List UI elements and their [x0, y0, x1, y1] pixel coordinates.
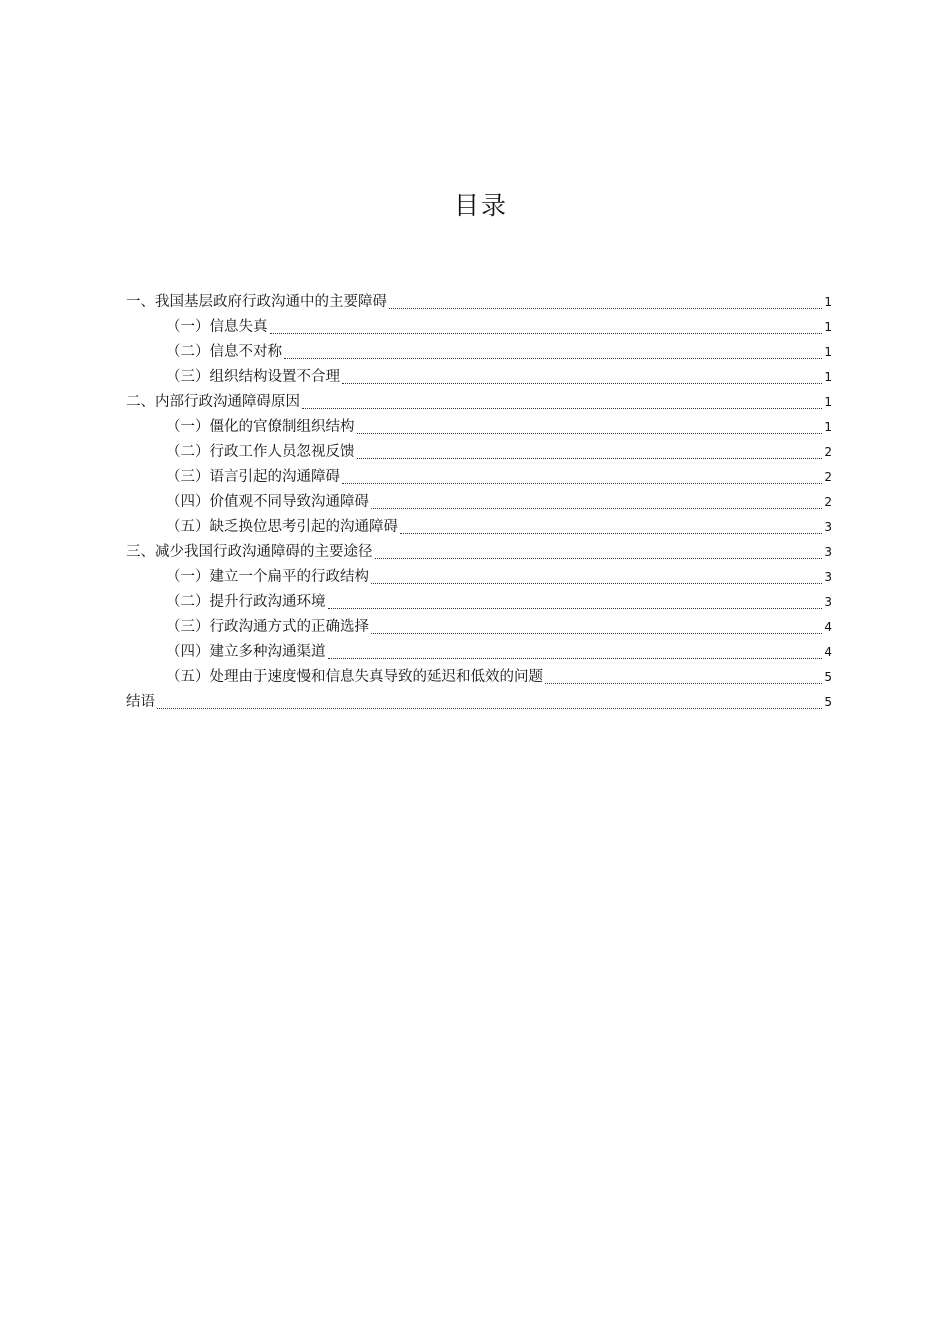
toc-entry-page-number: 1: [824, 295, 832, 309]
toc-entry-label: （一）建立一个扁平的行政结构: [166, 569, 369, 585]
toc-list: [126, 290, 832, 715]
toc-entry[interactable]: [126, 565, 832, 590]
toc-entry-label: （四）价值观不同导致沟通障碍: [166, 494, 369, 510]
toc-entry[interactable]: [126, 340, 832, 365]
toc-entry[interactable]: [126, 690, 832, 715]
toc-entry-label: （三）行政沟通方式的正确选择: [166, 619, 369, 635]
toc-dot-leader: [157, 707, 822, 709]
toc-dot-leader: [400, 532, 822, 534]
toc-entry-page-number: 4: [824, 645, 832, 659]
toc-entry-label: （五）处理由于速度慢和信息失真导致的延迟和低效的问题: [166, 669, 543, 685]
toc-dot-leader: [342, 482, 822, 484]
toc-entry-label: （三）语言引起的沟通障碍: [166, 469, 340, 485]
toc-entry[interactable]: [126, 665, 832, 690]
toc-entry[interactable]: [126, 615, 832, 640]
toc-entry-page-number: 4: [824, 620, 832, 634]
toc-entry-page-number: 5: [824, 670, 832, 684]
toc-dot-leader: [302, 407, 822, 409]
toc-entry-label: （五）缺乏换位思考引起的沟通障碍: [166, 519, 398, 535]
toc-title: 目录: [453, 191, 508, 220]
toc-dot-leader: [375, 557, 823, 559]
toc-entry-label: 结语: [126, 694, 155, 710]
toc-entry[interactable]: [126, 590, 832, 615]
toc-dot-leader: [357, 457, 823, 459]
toc-entry-page-number: 5: [824, 695, 832, 709]
toc-entry[interactable]: [126, 415, 832, 440]
toc-entry-page-number: 1: [824, 320, 832, 334]
toc-entry-page-number: 1: [824, 345, 832, 359]
toc-entry-label: （二）行政工作人员忽视反馈: [166, 444, 355, 460]
toc-dot-leader: [357, 432, 823, 434]
toc-entry-label: （四）建立多种沟通渠道: [166, 644, 326, 660]
toc-entry[interactable]: [126, 290, 832, 315]
toc-dot-leader: [371, 632, 822, 634]
toc-dot-leader: [389, 307, 822, 309]
toc-entry-label: （三）组织结构设置不合理: [166, 369, 340, 385]
toc-entry-page-number: 3: [824, 520, 832, 534]
toc-dot-leader: [328, 607, 823, 609]
toc-entry-label: 二、内部行政沟通障碍原因: [126, 394, 300, 410]
toc-entry-page-number: 2: [824, 470, 832, 484]
toc-dot-leader: [270, 332, 823, 334]
toc-entry-page-number: 3: [824, 570, 832, 584]
toc-entry-page-number: 1: [824, 370, 832, 384]
toc-entry-page-number: 2: [824, 445, 832, 459]
toc-entry[interactable]: [126, 315, 832, 340]
toc-entry[interactable]: [126, 365, 832, 390]
toc-dot-leader: [328, 657, 823, 659]
toc-entry-label: （二）提升行政沟通环境: [166, 594, 326, 610]
toc-entry-label: （一）僵化的官僚制组织结构: [166, 419, 355, 435]
toc-entry-page-number: 1: [824, 395, 832, 409]
toc-entry-label: （一）信息失真: [166, 319, 268, 335]
toc-entry-label: （二）信息不对称: [166, 344, 282, 360]
toc-entry[interactable]: [126, 390, 832, 415]
toc-entry[interactable]: [126, 490, 832, 515]
toc-entry[interactable]: [126, 540, 832, 565]
toc-dot-leader: [284, 357, 822, 359]
toc-dot-leader: [545, 682, 822, 684]
toc-entry-page-number: 1: [824, 420, 832, 434]
toc-entry[interactable]: [126, 440, 832, 465]
toc-dot-leader: [371, 507, 822, 509]
toc-dot-leader: [342, 382, 822, 384]
toc-entry-page-number: 3: [824, 595, 832, 609]
toc-entry-page-number: 3: [824, 545, 832, 559]
toc-entry-page-number: 2: [824, 495, 832, 509]
toc-entry[interactable]: [126, 465, 832, 490]
toc-entry-label: 三、减少我国行政沟通障碍的主要途径: [126, 544, 373, 560]
toc-entry[interactable]: [126, 640, 832, 665]
toc-entry-label: 一、我国基层政府行政沟通中的主要障碍: [126, 294, 387, 310]
toc-entry[interactable]: [126, 515, 832, 540]
toc-dot-leader: [371, 582, 822, 584]
